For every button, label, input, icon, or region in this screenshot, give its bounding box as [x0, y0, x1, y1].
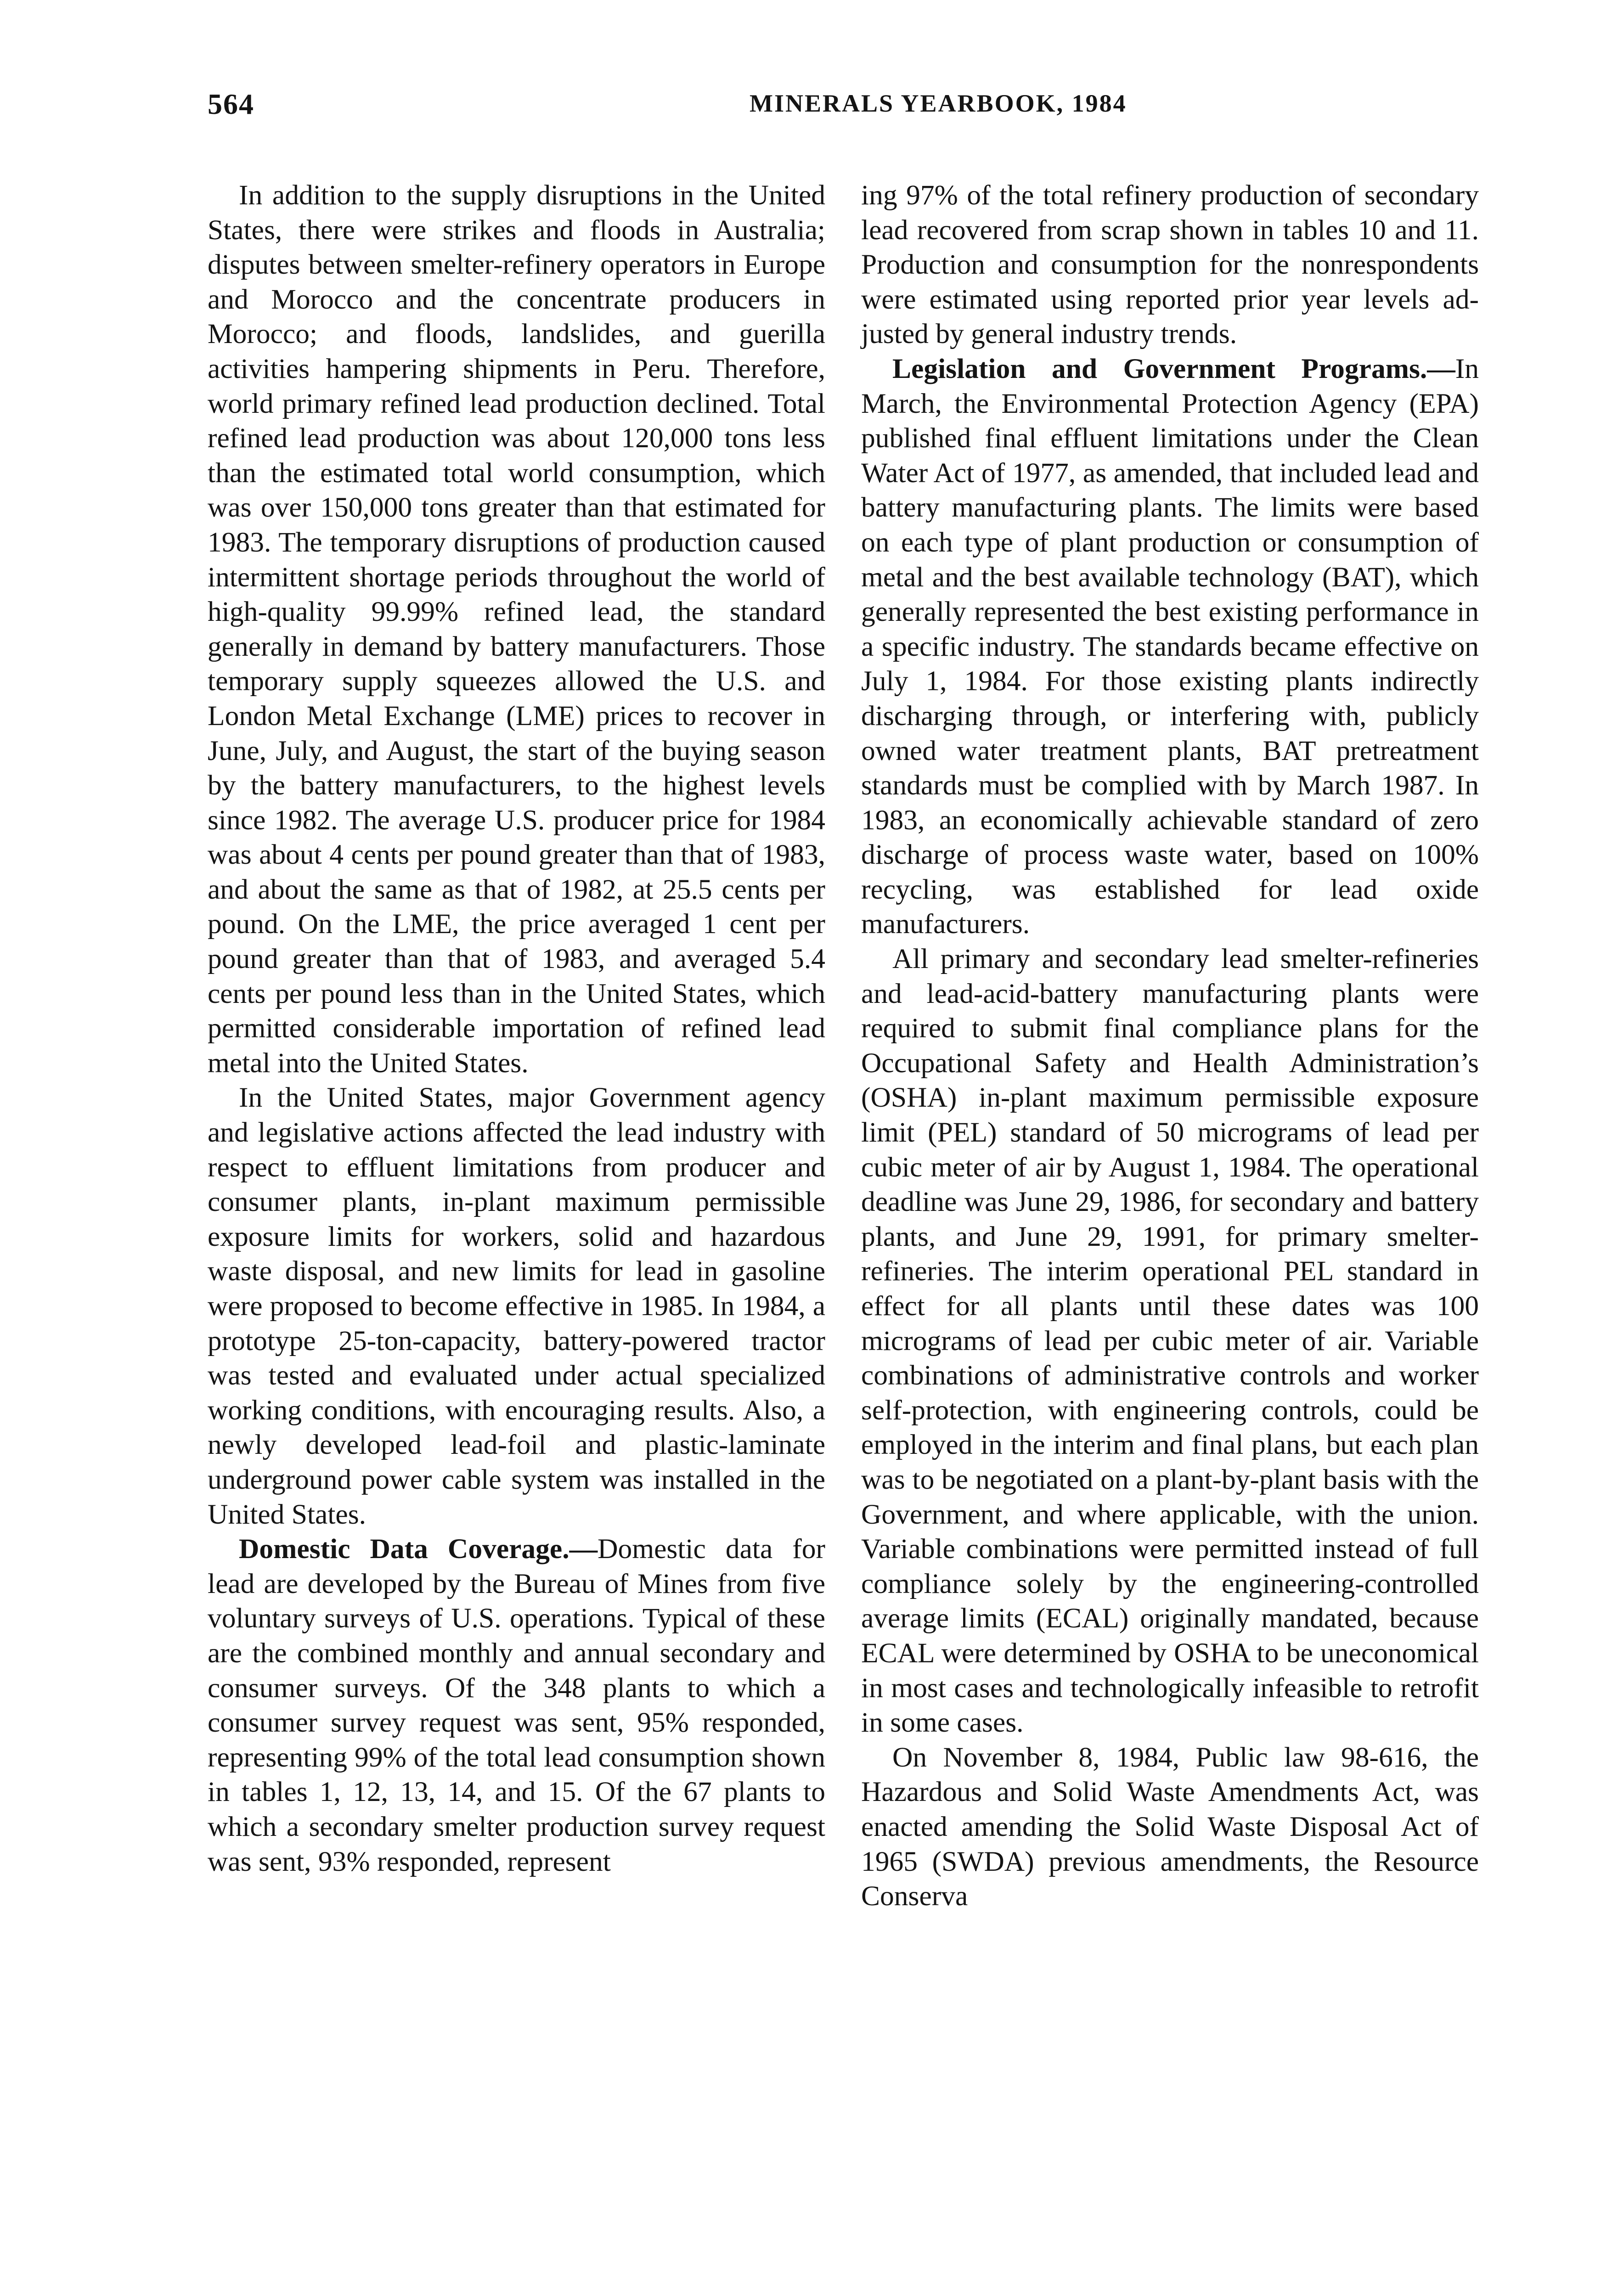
paragraph-public-law: On November 8, 1984, Public law 98-616, the Hazardous and Solid Waste Amendments Act, was enacted amending the Solid Waste Disposal Act of 1965 (SWDA) previous amendments, the Resource Conserva — [861, 1741, 1479, 1912]
legislation-body: In March, the Environmental Protection Agency (EPA) published final effluent limitations under the Clean Water Act of 1977, as amended, that included lead and battery manufacturing plants. The limits were based on each type of plant production or consumption of metal and the best available technology (BAT), which generally represented the best existing performance in a specific industry. The standards became effective on July 1, 1984. For those existing plants indirectly discharging through, or interfering with, publicly owned water treatment plants, BAT pretreatment standards must be complied with by March 1987. In 1983, an economically achievable standard of zero discharge of process waste water, based on 100% recycling, was established for lead oxide manufacturers. — [861, 353, 1479, 940]
domestic-data-body: Domestic data for lead are developed by the Bureau of Mines from five voluntary surveys of U.S. operations. Typical of these are the combined monthly and annual secondary and consumer surveys. Of the 348 plants to which a consumer survey request was sent, 95% responded, representing 99% of the total lead consumption shown in tables 1, 12, 13, 14, and 15. Of the 67 plants to which a secondary smelter production survey request was sent, 93% responded, represent — [208, 1533, 825, 1877]
paragraph-supply-disruptions: In addition to the supply disruptions in the United States, there were strikes and floods in Australia; disputes between smelter-refinery operators in Europe and Morocco and the concentrate producers in Morocco; and floods, landslides, and guerilla activities hampering shipments in Peru. Therefore, world primary refined lead production declined. Total refined lead production was about 120,000 tons less than the estimated total world consumption, which was over 150,000 tons greater than that estimated for 1983. The temporary disruptions of production caused intermittent shortage periods throughout the world of high-quality 99.99% refined lead, the standard generally in demand by battery manufacturers. Those temporary supply squeezes allowed the U.S. and London Metal Exchange (LME) prices to recover in June, July, and August, the start of the buying season by the battery manufacturers, to the highest levels since 1982. The average U.S. producer price for 1984 was about 4 cents per pound greater than that of 1983, and about the same as that of 1982, at 25.5 cents per pound. On the LME, the price averaged 1 cent per pound greater than that of 1983, and averaged 5.4 cents per pound less than in the United States, which permitted considerable importation of refined lead metal into the United States. — [208, 180, 825, 1079]
paragraph-government-actions: In the United States, major Government agency and legislative actions affected the lead industry with respect to effluent limitations from producer and consumer plants, in-plant maximum permissible exposure limits for workers, solid and hazardous waste disposal, and new limits for lead in gasoline were proposed to become effective in 1985. In 1984, a prototype 25-ton-capacity, battery-powered tractor was tested and evaluated under actual specialized working conditions, with encouraging results. Also, a newly developed lead-foil and plastic-laminate underground power cable system was installed in the United States. — [208, 1082, 825, 1530]
paragraph-osha-compliance: All primary and secondary lead smelter-refineries and lead-acid-battery manufacturing plants were required to submit final compliance plans for the Occupational Safety and Health Administration’s (OSHA) in-plant maximum permissible exposure limit (PEL) standard of 50 micrograms of lead per cubic meter of air by August 1, 1984. The operational deadline was June 29, 1986, for secondary and battery plants, and June 29, 1991, for primary smelter-refineries. The interim operational PEL standard in effect for all plants until these dates was 100 micrograms of lead per cubic meter of air. Variable combinations of administrative controls and worker self-protection, with engineering controls, could be employed in the interim and final plans, but each plan was to be negotiated on a plant-by-plant basis with the Government, and where applicable, with the union. Variable combinations were permitted instead of full compliance solely by the engineering-controlled average limits (ECAL) originally mandated, because ECAL were determined by OSHA to be uneconomical in most cases and technologically infeasible to retrofit in some cases. — [861, 943, 1479, 1739]
page-header — [208, 87, 1475, 133]
paragraph-continued-refinery: ing 97% of the total refinery production of secondary lead recovered from scrap shown in tables 10 and 11. Production and consumption for the nonrespondents were estimated using reported prior year levels adjusted by general industry trends. — [861, 180, 1479, 350]
running-title: MINERALS YEARBOOK, 1984 — [750, 90, 1127, 117]
run-in-heading-domestic-data: Domestic Data Coverage.— — [239, 1533, 598, 1565]
left-column — [208, 178, 825, 1879]
page-number: 564 — [208, 88, 254, 120]
right-column — [861, 178, 1479, 1914]
paragraph-legislation — [861, 352, 1479, 942]
paragraph-domestic-data-coverage — [208, 1532, 825, 1879]
run-in-heading-legislation: Legislation and Government Programs.— — [892, 353, 1455, 384]
